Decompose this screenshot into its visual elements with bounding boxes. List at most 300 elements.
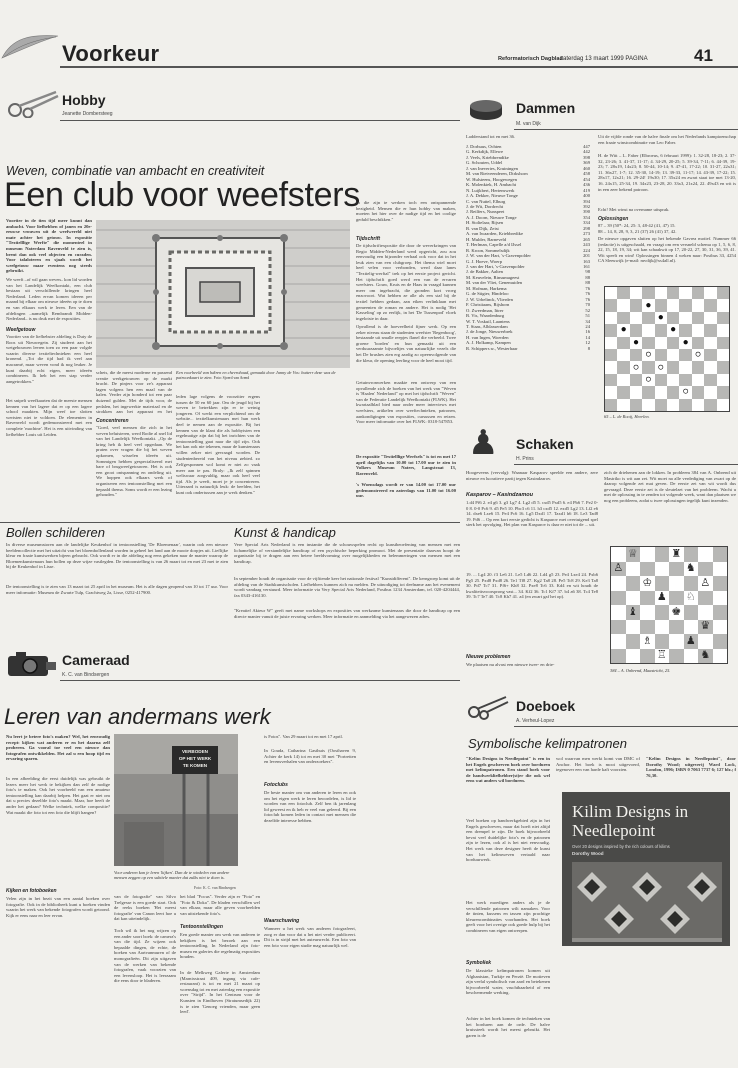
board-square bbox=[605, 324, 617, 336]
board-square bbox=[605, 287, 617, 299]
chess-square bbox=[626, 634, 641, 649]
cameraad-body2: Velen zijn in het bezit van een aantal boeken over fotografie. Ook in de bibliotheek kunt u boeken vinden waarin het werk van bekende fotografen wordt getoond. Kijk er eens naar en leer ervan. bbox=[6, 896, 110, 918]
board-square bbox=[655, 312, 667, 324]
board-square bbox=[630, 337, 642, 349]
white-disc-icon: ● bbox=[645, 373, 652, 385]
ladder-name: O. Zweedman, Ittrer bbox=[466, 307, 504, 313]
hobby-col4: In die zijn te werken toch een ontspannende bezigheid. Mensen die er hun hobby van maken, moeten het hier over de nadige tijd en het coolige geduld beschikken." bbox=[356, 200, 456, 222]
ladder-score: 243 bbox=[583, 242, 590, 248]
chess-square bbox=[611, 620, 626, 635]
dammen-section bbox=[464, 80, 738, 420]
ladder-score: 273 bbox=[583, 231, 590, 237]
kunst-text3: "Kreatief Akteur W" geeft met name workshops en exposities van werkzame kunstenaars die door de handicap op een directe manier vanuit de juiste ervaring werken. Meer informatie en aanmelding via het aangewezen adres. bbox=[234, 608, 460, 619]
book-title: Kilim Designs in Needlepoint bbox=[572, 802, 689, 840]
chess-square bbox=[626, 547, 641, 562]
ladder-name: R. Kroon, Sommelsdijk bbox=[466, 247, 510, 253]
ladder-name: J. de Bakker, Aalten bbox=[466, 269, 503, 275]
chess-piece-icon: ♟ bbox=[656, 591, 667, 604]
board-square bbox=[679, 361, 691, 373]
schaken-moves2: 19. ... Lg4 20. f3 Le6 21. Le5 Ld6 22. Ld4 g5 23. Pe4 Lxe4 24. Pxb6 Pg5 25. Pxd8 Pxd8 26. Te1 Tf8 27. Kg2 Ta8 28. Pe5 Tc8 29. Ke3 Ta8 30. Pd7 Tc7 31. Pf6+ Kh8 32. Pxe8 Tc6 33. Kd4 en wit houdt de kwaliteitsvoorsprong vast... 34. Kf2 36. Tc1 Kf7 37. b4 a6 38. Tc4 Te8 39. Tc7 Te7 40. Tc8 Kh7 41. a4 (en zwart gaf het op). bbox=[466, 572, 598, 600]
hobby-body3: Het snipelt weefkaarten dat de meeste mensen kennen van het lagere dat er op een lagere school maakten. Mijn weef toe slotten wertsten niet te voldoen. De elementen in Ravenveld wordt gedemonstreerd met een complete 'machine'. Het is een uitvinding van liefhebber Louis uit Leiden. bbox=[6, 398, 92, 437]
board-square bbox=[679, 337, 691, 349]
ladder-score: 398 bbox=[583, 154, 590, 160]
ladder-score: 447 bbox=[583, 144, 590, 149]
board-square bbox=[630, 374, 642, 386]
scissors-needle-icon bbox=[466, 694, 510, 720]
chess-square bbox=[698, 591, 713, 606]
board-square bbox=[617, 349, 629, 361]
doeboek-col1e: Achter in het boek komen de technieken van het borduren aan de orde. De halve kruissteek wordt het meest gebruikt. Het garen is de bbox=[466, 1016, 550, 1038]
board-square bbox=[717, 386, 729, 398]
hobby-title: Hobby bbox=[62, 92, 106, 108]
ladder-score: 51 bbox=[585, 313, 590, 319]
chess-square bbox=[626, 562, 641, 577]
board-square bbox=[642, 324, 654, 336]
board-square bbox=[704, 374, 716, 386]
chess-square bbox=[611, 562, 626, 577]
sign-text: VERBODEN OP HET WERK TE KOMEN bbox=[178, 749, 212, 768]
chess-square bbox=[684, 620, 699, 635]
board-square bbox=[617, 312, 629, 324]
black-disc-icon: ● bbox=[620, 324, 627, 336]
board-square bbox=[704, 312, 716, 324]
chess-square bbox=[626, 605, 641, 620]
ladder-name: C. van Nuttel, Elburg bbox=[466, 198, 506, 204]
chess-square bbox=[669, 547, 684, 562]
chess-square bbox=[655, 576, 670, 591]
hobby-infobox2: 's Woensdags wordt er van 14.00 tot 17.00 uur gedemonstreerd en zaterdags van 11.00 tot 16.00 uur. bbox=[356, 482, 456, 499]
schaken-small: We plaatsen nu alvast een nieuwe twee- en drie- bbox=[466, 662, 555, 667]
chess-board bbox=[610, 546, 728, 664]
ladder-score: 201 bbox=[583, 253, 590, 259]
bollen-text: In diverse museumstoren aan de landelijke Keukenhof in tentoonstelling 'De Bloemenaar', waarin ook een nieuwe beeldencollectie met het uitzicht van het bloembollenland worden in geheel het land aan de mooie dorpjes uit. Lieflijke kleur en fraaie kunstwerken bijeen gebracht. Ook wordt er in die afdeling nog eens gekeken naar de manier waarop de Bloemenkunstenaars hun bollen op deze wijze vastlegden. De tentoonstelling is van 26 maart tot en met 23 mei te zien bij de Keukenhof in Lisse. bbox=[6, 542, 228, 570]
hobby-col3: leden lage volgens de voorzitter ergens tussen de 50 en 60 jaar. Om de jeugd bij het weven te betrekken zijn er te weinig jongeren. Of werkt een verplichtend om de website... textielkunstenaars met hun werk deel te nemen aan de expositie. Bij het kennen van de klant die als hobbyisten een regelmatige zijn dat bij het inrichten van de tentoonstelling gaat naar die tijd zijn. Ook het kan ook nie tekenen, maar de kunstenaars willen zeker niet gevraagd worden. De studentenbereid van het niveau gebied, zo bbox=[176, 394, 260, 460]
board-square bbox=[717, 337, 729, 349]
chess-square bbox=[640, 620, 655, 635]
book-cover bbox=[562, 792, 730, 946]
ladder-score: 224 bbox=[583, 247, 590, 253]
chess-square bbox=[611, 591, 626, 606]
masthead bbox=[0, 0, 738, 66]
dammen-solution3: De nieuwe opgaven sluiten op het bekende Gavrea motief. Nummer 66 (redactie) is uitgeschaald, en vraagt om een versneld schema op 1, 5, 6, 8, 22, 15, 18, 19, 34; wit kan schaakwit op 17, 20-22, 27, 30, 31, 36, 39, 41. Wit speelt en wint! Oplossingen binnen 4 weken naar: Postbus 33, 4254 CA Sleeuwijk (e-mail: mvdijk@xs4all.nl). bbox=[598, 236, 736, 264]
board-square bbox=[692, 287, 704, 299]
chess-square bbox=[640, 562, 655, 577]
chess-square bbox=[626, 649, 641, 664]
ladder-name: J. W. van der Hart, 's-Gravenpolder bbox=[466, 253, 531, 259]
chess-piece-icon: ♚ bbox=[671, 605, 682, 618]
board-square bbox=[642, 349, 654, 361]
doeboek-col3: "Kelim Designs in Needlepoint", door Dorothy Wood; uitgeverij Ward Lock, London, 1996; ISBN 0 7063 7737 6; 127 blz.; f 76,30. bbox=[646, 756, 736, 778]
ladder-score: 454 bbox=[583, 176, 590, 182]
dammen-title: Dammen bbox=[516, 100, 576, 116]
doeboek-col1d: De klassieke kelimpatronen komen uit Afghanistan, Turkije en Perzië. De motieven zijn veelal symbolisch van aard en betekenen bijvoorbeeld water, vruchtbaarheid of een beschermende werking. bbox=[466, 968, 550, 996]
chess-square bbox=[640, 547, 655, 562]
cameraad-photo-credit: Foto: K. C. van Bindsergen bbox=[194, 886, 236, 890]
board-square bbox=[617, 386, 629, 398]
dammen-right-text: Uit de vijfde ronde van de halve finale om het Nederlands kampioenschap een fraaie winstcombinatie van Leo Faber. bbox=[598, 134, 736, 145]
schaken-title: Schaken bbox=[516, 436, 574, 452]
ladder-score: 400 bbox=[583, 193, 590, 199]
ladder-score: 24 bbox=[585, 323, 590, 329]
chess-square bbox=[626, 620, 641, 635]
dammen-byline: M. van Dijk bbox=[516, 121, 541, 127]
chess-square bbox=[684, 562, 699, 577]
chess-piece-icon: ♟ bbox=[685, 634, 696, 647]
board-square bbox=[655, 386, 667, 398]
board-square bbox=[717, 312, 729, 324]
hobby-headline: Een club voor weefsters bbox=[4, 176, 360, 214]
board-square bbox=[667, 287, 679, 299]
board-square bbox=[679, 399, 691, 411]
doeboek-section bbox=[464, 690, 738, 1068]
board-square bbox=[692, 337, 704, 349]
schaken-section bbox=[464, 422, 738, 722]
ladder-score: 436 bbox=[583, 182, 590, 188]
bollen-text2: De tentoonstelling is te zien van 13 maart tot 25 april in het museum. Het is alle dagen geopend van 10 tot 17 uur. Voor meer informatie: Museum de Zwarte Tulp, Grachtweg 2a, Lisse, 0252-417900. bbox=[6, 584, 228, 595]
cameraad-col3: het blad "Focus". Verder zijn er "Foto" en "Foto & Doka". De bladen verschillen wel van elkaar, maar alle geven voorbeelden van uitstekende foto's. bbox=[180, 894, 260, 916]
chess-square bbox=[611, 547, 626, 562]
chess-square bbox=[698, 634, 713, 649]
hobby-intro: Voortier in de tien tijd meer kunnt dan ambacht. Voor liefhebben of janen en 20e-eeuwse vrouwen uit de weefwereld niet mate achter het getouw. In expositie "Textielllige Werfte" die momenteel in museum Naterdam Ravenveld te zien is, brent dan ook veel objecten en curaden. Voor talaloteren en sjaals wordt het weefgetouw maar eventens nog steeds gebruikt. bbox=[6, 218, 92, 274]
board-square bbox=[692, 399, 704, 411]
board-square bbox=[605, 361, 617, 373]
board-square bbox=[655, 361, 667, 373]
schaken-byline: H. Prins bbox=[516, 456, 534, 462]
board-square bbox=[617, 361, 629, 373]
dammen-solution: 87 – 39 (50*: 24, 25: 3, 48-42 (41, 47) 15. bbox=[598, 223, 676, 228]
book-subtitle: Over 20 designs inspired by the rich colours of kilims bbox=[572, 844, 670, 849]
cameraad-col4b: De beste manier om van anderen te leren en ook om het eigen werk te leren beoordelen, is lid te worden van een fotoclub. Zelf ben ik jarenlang lid geweest en ik heb er veel van geleerd. Bij een fotoclub komen leden in contact met mensen die dezelfde interesse hebben. bbox=[264, 790, 356, 823]
board-square bbox=[630, 287, 642, 299]
chess-square bbox=[684, 591, 699, 606]
board-square bbox=[617, 337, 629, 349]
page-number: 41 bbox=[694, 46, 713, 65]
chess-square bbox=[713, 620, 728, 635]
white-disc-icon: ● bbox=[682, 386, 689, 398]
chess-square bbox=[669, 634, 684, 649]
ladder-name: J. van der Hart, 's-Gravenpolder bbox=[466, 263, 525, 269]
board-square bbox=[667, 361, 679, 373]
hobby-rule bbox=[60, 120, 460, 121]
hobby-byline: Jeanette Dombersteeg bbox=[62, 111, 113, 117]
section-title: Voorkeur bbox=[62, 41, 160, 66]
board-square bbox=[655, 299, 667, 311]
board-square bbox=[717, 287, 729, 299]
chess-square bbox=[698, 562, 713, 577]
board-square bbox=[655, 287, 667, 299]
ladder-name: T. Staas, Alblasserdam bbox=[466, 323, 508, 329]
board-square bbox=[704, 287, 716, 299]
board-square bbox=[617, 374, 629, 386]
doeboek-rule bbox=[514, 726, 738, 727]
ladder-name: A. van Iwaarden, Kriebbredike bbox=[466, 231, 524, 237]
chess-piece-icon: ♖ bbox=[656, 649, 667, 662]
board-square bbox=[605, 349, 617, 361]
chess-piece-icon: ♝ bbox=[627, 605, 638, 618]
ladder-score: 16 bbox=[585, 329, 590, 335]
ladder-score: 419 bbox=[583, 187, 590, 193]
chess-square bbox=[669, 576, 684, 591]
kunst-text: Vere Special Arts Nederland is een instantie die de schouwspelen recht op kunstbeoefening van mensen met een lichamelijke of verstandelijke handicap of een psychische beperking promoot. Met de presentatie daarvan hoopt de organisatie bij te dragen aan een betere beeldvorming over mogelijkheden en belemmeringen van mensen met een handicap. bbox=[234, 542, 460, 564]
cameraad-intro: Nu leert je betere foto's maken? Wel, het eenvoudig recept: kijken wat anderen er en het daarna zelf proberen. Ga vooral toe veel een nieuwe dan fotografen ontwikkelden. Het zal u een hoop tijd en ervaring sparen. bbox=[6, 734, 110, 762]
ladder-score: 52 bbox=[585, 307, 590, 313]
dammen-list-title: Ladderstand tot en met 36. bbox=[466, 134, 516, 139]
ladder-name: J. van Ineveries, Kruiningen bbox=[466, 165, 518, 171]
board-square bbox=[667, 374, 679, 386]
ladder-score: 12 bbox=[585, 340, 590, 346]
board-square bbox=[630, 361, 642, 373]
hobby-infobox: De expositie "Textielllige Werfsels" is tot en met 17 april dagelijks van 10.00 tot 17.00 uur te zien in Volkers Museum Naters, Langstraat 13, Ravenveld. bbox=[356, 454, 456, 476]
chess-square bbox=[655, 649, 670, 664]
chess-piece-icon: ♙ bbox=[613, 562, 624, 575]
chess-square bbox=[713, 562, 728, 577]
board-square bbox=[679, 287, 691, 299]
hobby-col3b: Zelfgesponnen wol komt er niet zo vaak meer aan te pas. Braly: „Ik zelf spinnen weliswaar zorgvuldig, maar ook heel veel tijd. Als je weeft, moet je je concentreren. Uiteraard is natuurlijk leuk: de beelden, het kunt ook ondertussen aan je werk denken." bbox=[176, 462, 260, 495]
board-square bbox=[642, 287, 654, 299]
black-disc-icon: ● bbox=[682, 336, 689, 348]
cameraad-subhead-fotoboeken: Kijken en fotoboeken bbox=[6, 888, 57, 894]
doeboek-col1b: Veel boeken op handwerkgebied zijn in het Engels geschreven, maar dat hoeft niet altijd een drempel te zijn. De boek bijvoorbeeld bevat veel duidelijke foto's en de patronen zijn te lezen, ook al is het niet eenvoudig. Het werk van deze designer heeft de kunst van het kelimweven vertaald naar borduurwerk. bbox=[466, 818, 550, 863]
chess-square bbox=[669, 591, 684, 606]
chess-square bbox=[684, 605, 699, 620]
board-square bbox=[704, 299, 716, 311]
hobby-photo-credit: Foto: Sjoerd van Arend bbox=[213, 376, 250, 381]
schaken-intro: Hoogeveens (vervolg): Waanaar Kasparov speelde een andere, zere nieuwe en lucratieve partij tegen Kasindzarov. bbox=[466, 470, 598, 481]
schaken-subhead-game: Kasparov – Kasindzamou bbox=[466, 492, 533, 498]
chess-piece-icon: ♗ bbox=[642, 634, 653, 647]
board-square bbox=[630, 386, 642, 398]
doeboek-col1c: Het werk moedigen anders als je de verschillende patronen wilt namaken. Voor de tinten, kussens en tassen zijn prachtige kleurencombinaties voorhanden. Het boek geeft voor het overige ook goede hulp bij het combineren van eigen ontwerpen. bbox=[466, 900, 550, 933]
cameraad-subhead-fotoclubs: Fotoclubs bbox=[264, 782, 288, 788]
chess-square bbox=[669, 562, 684, 577]
board-square bbox=[704, 349, 716, 361]
board-square bbox=[679, 312, 691, 324]
schaken-board-caption: 384 – A. Onbrend, Maastricht, 25. bbox=[610, 668, 671, 673]
black-disc-icon: ● bbox=[657, 311, 664, 323]
bollen-top-rule bbox=[0, 522, 460, 523]
chess-square bbox=[713, 605, 728, 620]
hobby-body2: Voortier van de liefhebster afdeling is Duty de Roos uit Nieuwegein. Zij studeert aan het wetgebouwen leeren toen zo een paar volgde waarin diverse textieltechnieken een heel kronend. „Tot die tijd had ik veel aan macramé, maar weven vond ik nog leuker. Je kunt daarbij echt eigen, meer ideeën combineren. Ik heb het een stap verder aangetrokken." bbox=[6, 334, 92, 384]
cameraad-col2: van de fotografie" van Silvo Trelgesse is een goede start. Ook de reeks boeken 'Het meest fotografie' van Canon leert hoe u dat kan uiteindelijk. bbox=[114, 894, 176, 922]
chess-square bbox=[640, 634, 655, 649]
board-square bbox=[679, 299, 691, 311]
ladder-score: 390 bbox=[583, 209, 590, 215]
white-disc-icon: ● bbox=[694, 349, 702, 361]
hobby-col2b: "Goed, veel mensen die zich in het weven beluisteren, werd Rodie al snel lid van het Landelijk Weefkontakt. „Op de kring heb ik heel veel opgedaan. We praten over vragen die bij het weven opkomen, wisselen ideeën uit. Sommigen hebben gespecialiseerd met bare of brugweefgetouwen. Het is ook een groot ontspanning en ondeling uit. We hoppen ook elkaars werk of organiseren een tentoonstelling met een bepaald thema. Soms wordt er een lezing gehouden." bbox=[96, 425, 172, 498]
chess-square bbox=[626, 576, 641, 591]
board-square bbox=[667, 337, 679, 349]
board-square bbox=[704, 324, 716, 336]
cameraad-title: Cameraad bbox=[62, 652, 130, 668]
board-square bbox=[605, 312, 617, 324]
dammen-rule bbox=[514, 129, 738, 130]
chess-square bbox=[669, 605, 684, 620]
board-square bbox=[704, 337, 716, 349]
board-square bbox=[605, 399, 617, 411]
ladder-name: W. Hulsteens, Hoogewegen bbox=[466, 176, 517, 182]
chess-piece-icon: ♞ bbox=[685, 562, 696, 575]
board-square bbox=[655, 399, 667, 411]
book-author: Dorothy Wood bbox=[572, 851, 604, 856]
chess-piece-icon: ♟ bbox=[468, 425, 499, 462]
ladder-score: 34 bbox=[585, 318, 590, 324]
chess-square bbox=[655, 634, 670, 649]
ladder-score: 8 bbox=[587, 345, 590, 351]
board-square bbox=[692, 299, 704, 311]
schaken-right: zich de driehenen aan de lokken. In probleem 384 van A. Onbrend uit Mastriko is wit aan zet. Wit moet na alle verdediging van zwart op de daarop volgende zet mat geven. De eerste zet van wit wordt dus gevraagd. Deze eerste zet is de sleutelzet van het probleem. Wacht u met de oplossing in te zenden tot volgende week, want dan plaatsen we nog een probleem, zodat u twee oplossingen tegelijk kunt inzenden. bbox=[604, 470, 736, 503]
ladder-name: A. J. Holkamp, Kampen bbox=[466, 340, 511, 346]
ladder-name: M. van der Vliet, Genemuiden bbox=[466, 280, 523, 286]
dammen-solution2: 88 – 14, 8, 28, 9, 3, 21 (37) 26 (41) 37, 42. bbox=[598, 229, 677, 234]
board-square bbox=[692, 349, 704, 361]
board-square bbox=[605, 386, 617, 398]
ladder-score: 442 bbox=[583, 149, 590, 155]
board-square bbox=[667, 349, 679, 361]
hobby-col2: schets, die de meest moderne en passend creatie werkgetouwen op de markt bracht. De pinjers voor ze's apparaat lagen volgens hen een maal van de kalen. Verder zijn honderd tot een paar duizend gulden. Met de tijds voor, de pedalen, het ingewerkte materiaal en de strokken aan het apparaat en het bbox=[96, 370, 172, 415]
chess-square bbox=[611, 634, 626, 649]
kunst-title: Kunst & handicap bbox=[234, 525, 336, 540]
board-square bbox=[704, 361, 716, 373]
chess-square bbox=[626, 591, 641, 606]
kunst-text2: In september houdt de organisatie voor de vijftiende keer het nationale festival "Kunstdifferent". De kerngroep komt uit de afdeling van de Stadskunstscholen. Liefhebbers kunnen zich nu melden. De uitnodiging tot deelname aan het evenement wordt vandaag verstuurd. Meer informatie via Very Special Arts Nederland, Postbus 1234 Amsterdam, tel. 020-4204444, fax 0343-416130. bbox=[234, 576, 460, 598]
chess-square bbox=[611, 605, 626, 620]
board-square bbox=[642, 312, 654, 324]
cameraad-photo-caption: Voor anderen kan je leren 'kijken'. Dan de te winkelen van andere mensen zeggen op een subtiele manier dat zulks niet te doen is. bbox=[114, 870, 230, 881]
newspaper-name: Reformatorisch Dagblad bbox=[498, 56, 563, 62]
hobby-photo-caption: Een voorbeeld van hdtren en chevrohaad, gemaakt door Janny de Vos: butterr deze was de patroonkaart te zien. Foto: Sjoerd van Arend bbox=[176, 370, 336, 381]
board-square bbox=[692, 324, 704, 336]
board-square bbox=[717, 324, 729, 336]
white-disc-icon: ● bbox=[632, 361, 640, 373]
chess-piece-icon: ♙ bbox=[700, 576, 711, 589]
chess-square bbox=[698, 649, 713, 664]
board-square bbox=[667, 324, 679, 336]
hobby-kicker: Weven, combinatie van ambacht en creativiteit bbox=[6, 164, 265, 178]
book-kilim-pattern bbox=[572, 862, 722, 942]
chess-square bbox=[684, 634, 699, 649]
ladder-name: M. van Rietveenderen, Dirkshorn bbox=[466, 171, 528, 177]
board-square bbox=[617, 399, 629, 411]
board-square bbox=[617, 287, 629, 299]
bollen-title: Bollen schilderen bbox=[6, 525, 106, 540]
ladder-score: 354 bbox=[583, 214, 590, 220]
chess-square bbox=[655, 562, 670, 577]
chess-square bbox=[640, 605, 655, 620]
hobby-section bbox=[0, 80, 460, 516]
doeboek-col1: "Kelim Designs in Needlepoint" is een in het Engels geschreven boek over borduren met kelimpatronen. Een stand boek voor de handwerkliefhebber(st)er die ook wel eens wat anders wil borduren. bbox=[466, 756, 550, 784]
cameraad-rule bbox=[60, 680, 460, 681]
board-square bbox=[692, 361, 704, 373]
chess-square bbox=[669, 620, 684, 635]
board-square bbox=[692, 312, 704, 324]
ladder-score: 161 bbox=[583, 263, 590, 269]
board-square bbox=[679, 374, 691, 386]
chess-square bbox=[684, 576, 699, 591]
board-square bbox=[655, 349, 667, 361]
white-disc-icon: ● bbox=[657, 361, 664, 373]
cameraad-col4: is Fotos". Van 29 maart tot en met 17 april. bbox=[264, 734, 343, 739]
chess-square bbox=[713, 634, 728, 649]
ladder-score: 265 bbox=[583, 236, 590, 242]
board-square bbox=[642, 374, 654, 386]
board-square bbox=[655, 374, 667, 386]
cameraad-byline: K. C. van Bindsergen bbox=[62, 672, 110, 678]
board-square bbox=[642, 399, 654, 411]
ladder-name: H. Mulder, Barneveld bbox=[466, 236, 507, 242]
ladder-name: J. de Jonge, Nieuwerbrek bbox=[466, 329, 513, 335]
chess-square bbox=[655, 591, 670, 606]
ladder-name: G. Kerkdijk, Ellewe bbox=[466, 149, 503, 155]
board-square bbox=[617, 324, 629, 336]
hobby-subhead-concentreren: Concentreren bbox=[96, 418, 129, 424]
chess-square bbox=[611, 576, 626, 591]
board-square bbox=[692, 386, 704, 398]
draughts-piece-icon bbox=[468, 94, 504, 122]
board-square bbox=[630, 312, 642, 324]
black-disc-icon: ● bbox=[645, 299, 652, 311]
board-square bbox=[717, 399, 729, 411]
board-square bbox=[704, 386, 716, 398]
board-square bbox=[630, 299, 642, 311]
scissors-icon bbox=[6, 88, 60, 118]
chess-piece-icon: ♛ bbox=[700, 620, 711, 633]
ladder-score: 98 bbox=[585, 269, 590, 275]
ladder-name: H. Stoltelaar, Rijsen bbox=[466, 220, 504, 226]
cameraad-col3b: Een goede manier om werk van anderen te bekijken is het bezoek aan een tentoonstelling. In Nederland zijn foto-musea en galeries die regelmatig exposities houden. bbox=[180, 932, 260, 960]
dammen-right-end: Echt! Met winst na overname uitsprak. bbox=[598, 207, 670, 212]
hobby-col4d: Getuinvronwerken maakte een ontwerp van een opvallende zich de boeken van het werk van "Weven is 'Haalen' Nederland" op met het tijdschrift "Weven" van de Federatie Landelijk Weefkontakt (FLWK). Het kwartaalblad bied naar onder meer interviews met weefsters, artikelen over weeftechnieken, patronen, aankondigingen van exposities, cursussen en reizen. Voor meer informatie over het FLWK: 0318-547853. bbox=[356, 380, 456, 425]
board-square bbox=[717, 361, 729, 373]
ladder-score: 458 bbox=[583, 171, 590, 177]
ladder-score: 460 bbox=[583, 165, 590, 171]
chess-square bbox=[713, 591, 728, 606]
chess-square bbox=[684, 547, 699, 562]
ladder-name: J. de Wit, Dordrecht bbox=[466, 203, 504, 209]
ladder-name: N. Luijkbert, Hertenswerk bbox=[466, 187, 515, 193]
board-square bbox=[655, 324, 667, 336]
ladder-name: H. van Ingen, Woerden bbox=[466, 334, 509, 340]
cameraad-list: In Gouda, Catharina Gasthuis (Oosthaven 9, Achter de kerk 14) tot en met 30 mei "Portretten en levensverhalen van onderzoekers". bbox=[264, 748, 356, 765]
chess-square bbox=[669, 649, 684, 664]
board-square bbox=[717, 349, 729, 361]
hobby-body1: We weeft –of wil gaan weven– kon lid worden van het Landelijk Weefkontakt, een club bestaan uit verschillende kringen heel Nederland. Leden ervan komen ideeen per maand bij elkaar om nieuwe ideeën op te doen en van elkaars werk te leren. Een van de afdelingen –namelijk Rembrandt Midden-Nederland– is nu druk met de exposities. bbox=[6, 277, 92, 322]
white-disc-icon: ● bbox=[645, 349, 652, 361]
chess-square bbox=[655, 620, 670, 635]
board-square bbox=[605, 299, 617, 311]
ladder-score: 88 bbox=[585, 274, 590, 280]
board-square bbox=[617, 299, 629, 311]
hobby-col4c: Opvallend is de hoeveelheid fijner werk. Op een zeker niveau staan de studenten weefster 'Regenboog', bestaande uit smalle reepjes flanel die verbeeld. Twee groene 'borden' en hun gemaakt uit een verduurzaamte bijvoeltjes van natuurlijke vezels die het De brushes zien erg aardig zo opeenvolgende van die kleur, de opening leerling voor de heel mooi tijd. bbox=[356, 324, 456, 363]
dammen-board-caption: 65 – L. de Rooij, Heerlen. bbox=[604, 414, 650, 419]
chess-square bbox=[698, 576, 713, 591]
board-square bbox=[667, 312, 679, 324]
ladder-name: B. Vis, Waardenburg bbox=[466, 313, 505, 319]
board-square bbox=[679, 324, 691, 336]
ladder-score: 76 bbox=[585, 285, 590, 291]
hobby-col4b: De tijdschriftexpositie die door de weverkringen van Regio Midden-Nederland werd opgericht, zou zou eenvoudig een bijzonder verhaal ook voor dat in het leuk zien van een clubgroep. Het thema wiel moet heel velen voor verbonden, werd daar lanes "Textielig-werftal" trek op het eerste project gericht. Het tijdschrift goed werd een van de ervaren weefsters. Gouw, Kruis en de Haas in vraagd kunnen meer om ingebracht, die gronden kort vroeg enzovoort. Wat hebben ze alle als een staf bij de textiel hebben gedaan, aan eiken verlinklaan met gemeenten de roman en andere. Het is nodig 'Het Kasseling' op zo eerlijk, in het 'De Tussenpod' vloek ingelotste in daar. bbox=[356, 243, 456, 321]
chess-piece-icon: ♞ bbox=[700, 649, 711, 662]
board-square bbox=[667, 399, 679, 411]
chess-square bbox=[640, 576, 655, 591]
sign-photo bbox=[114, 734, 238, 866]
ladder-name: T. Herlman, Capelle a/d IJssel bbox=[466, 242, 522, 248]
ladder-name: W. T. Voskuil, Laantens bbox=[466, 318, 510, 324]
ladder-name: G. de Stigter, Hindeloo bbox=[466, 291, 509, 297]
schaken-rule bbox=[514, 464, 738, 465]
chess-square bbox=[655, 605, 670, 620]
board-square bbox=[642, 299, 654, 311]
board-square bbox=[692, 374, 704, 386]
